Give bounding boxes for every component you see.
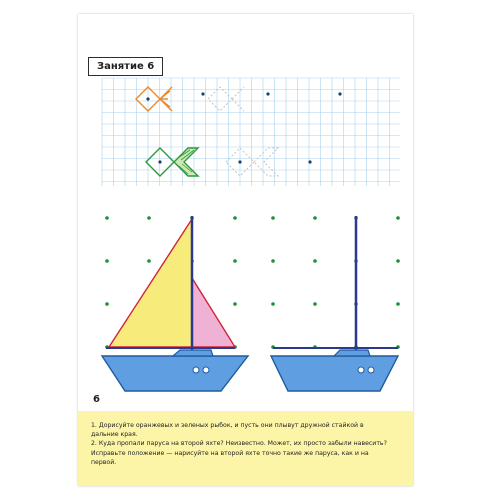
fish-eye-dot	[158, 160, 161, 163]
peg-dot	[313, 259, 317, 263]
cabin	[173, 350, 213, 356]
porthole	[358, 367, 364, 373]
grid-dot	[201, 92, 204, 95]
sailboat-incomplete	[271, 216, 398, 391]
page-number: 6	[93, 394, 100, 405]
instruction-3: Исправьте положение — нарисуйте на второй яхте точно такие же паруса, как и на первой.	[91, 449, 369, 466]
dotted-fish-outline	[226, 148, 278, 176]
lesson-title: Занятие 6	[88, 57, 163, 76]
grid-dot	[266, 92, 269, 95]
grid-dot	[238, 160, 241, 163]
peg-dot	[147, 259, 151, 263]
peg-dot	[396, 302, 400, 306]
porthole	[193, 367, 199, 373]
sailboat-complete	[102, 216, 248, 391]
peg-dot	[105, 216, 109, 220]
peg-dot	[396, 216, 400, 220]
peg-dot	[271, 259, 275, 263]
fish-eye-dot	[146, 97, 149, 100]
instructions-text	[91, 421, 391, 467]
peg-dot	[147, 216, 151, 220]
fish-row-orange	[136, 87, 342, 111]
instruction-2: 2. Куда пропали паруса на второй яхте? Неизвестно. Может, их просто забыли навесить?	[91, 440, 387, 448]
peg-dot	[233, 259, 237, 263]
instructions-panel	[78, 411, 413, 486]
peg-dot	[396, 259, 400, 263]
peg-dot	[105, 259, 109, 263]
cabin	[334, 350, 370, 356]
instruction-1: 1. Дорисуйте оранжевых и зеленых рыбок, и пусть они плывут дружной стайкой в дальние края.	[91, 422, 364, 439]
porthole	[203, 367, 209, 373]
peg-dot	[233, 302, 237, 306]
orange-fish	[136, 87, 172, 111]
grid-dot	[338, 92, 341, 95]
peg-dot	[271, 216, 275, 220]
peg-dot	[313, 216, 317, 220]
hull	[271, 356, 398, 391]
peg-dot	[105, 302, 109, 306]
peg-dots-right	[271, 216, 400, 349]
porthole	[368, 367, 374, 373]
pink-sail	[192, 278, 235, 347]
graph-paper-grid	[102, 78, 400, 186]
grid-dot	[308, 160, 311, 163]
hull	[102, 356, 248, 391]
yellow-sail	[109, 219, 192, 347]
peg-dot	[233, 216, 237, 220]
peg-dot	[313, 302, 317, 306]
peg-dot	[271, 302, 275, 306]
dotted-fish-outline	[208, 87, 244, 111]
workbook-page	[78, 14, 413, 486]
